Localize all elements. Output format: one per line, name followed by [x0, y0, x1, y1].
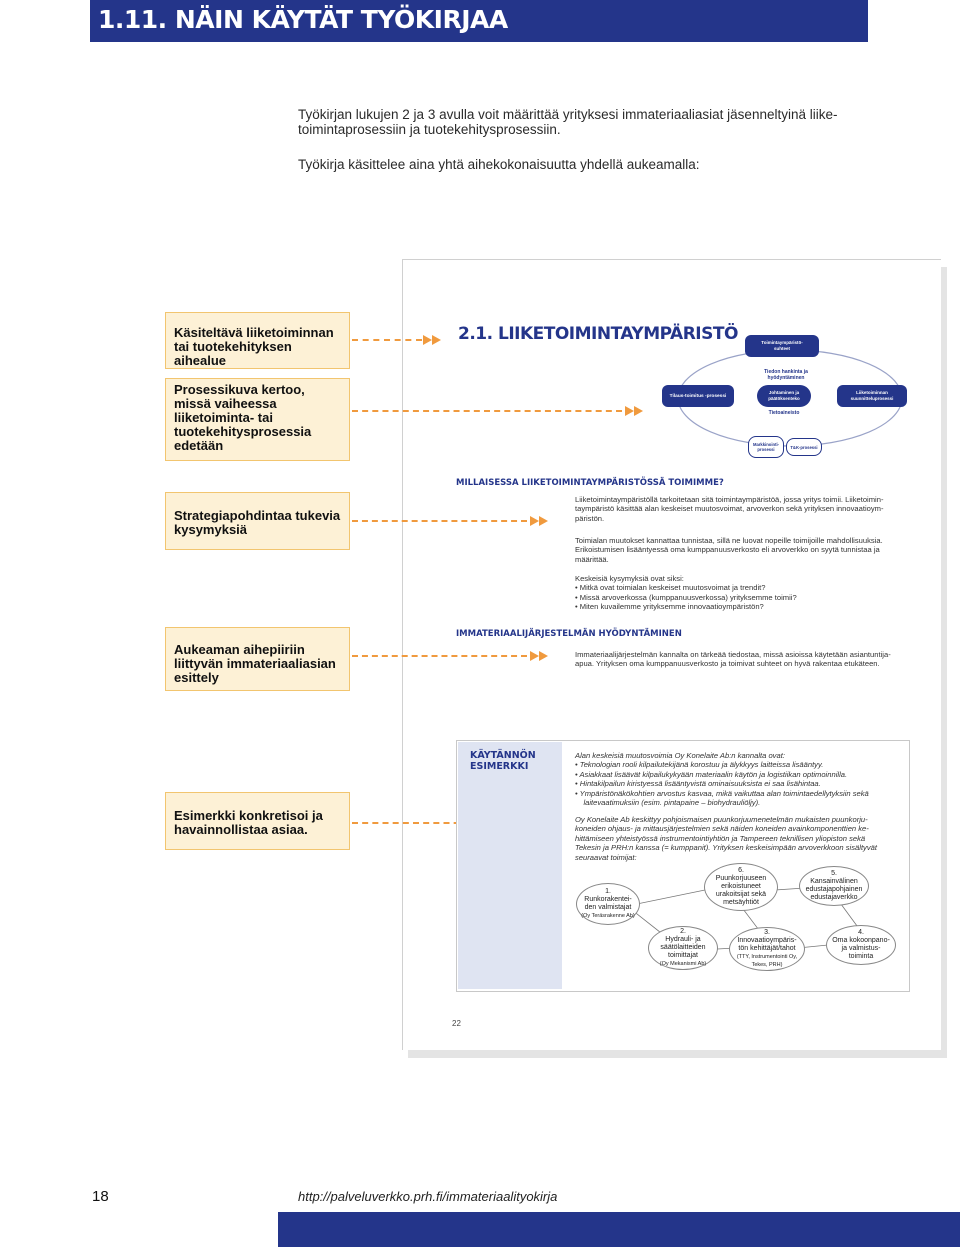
page-title: 1.11. NÄIN KÄYTÄT TYÖKIRJAA [98, 5, 508, 34]
process-bottom-left-box: Markkinointi- prosessi [748, 436, 784, 458]
connector-line [352, 655, 527, 657]
label-process: Prosessikuva kertoo, missä vaiheessa liiketoiminta- tai tuotekehitysprosessia edetään [165, 378, 350, 461]
connector-line [352, 339, 422, 341]
arrow-icon [432, 335, 441, 345]
process-bottom-right-box: T&K-prosessi [786, 438, 822, 456]
arrow-icon [530, 516, 539, 526]
arrow-icon [539, 651, 548, 661]
questions-title: MILLAISESSA LIIKETOIMINTAYMPÄRISTÖSSÄ TOIMIMME? [456, 478, 724, 488]
sample-page-number: 22 [452, 1019, 461, 1028]
arrow-icon [530, 651, 539, 661]
arrow-icon [625, 406, 634, 416]
footer-url-link[interactable]: http://palveluverkko.prh.fi/immateriaalityokirja [298, 1189, 558, 1204]
arrow-icon [423, 335, 432, 345]
ip-title: IMMATERIAALIJÄRJESTELMÄN HYÖDYNTÄMINEN [456, 629, 682, 639]
questions-paragraph-1: Liiketoimintaympäristöllä tarkoitetaan sitä toimintaympäristöä, jossa yritys toimii. Liiketoimin- taympäristö käsittää alan keskeiset muutosvoimat, arvoverkon sekä yrityksen innovaatioym- päristön. [575, 495, 884, 523]
process-center-label: Tietoaineisto [768, 410, 800, 416]
arrow-icon [634, 406, 643, 416]
arrow-icon [539, 516, 548, 526]
ip-paragraph: Immateriaalijärjestelmän kannalta on tärkeää tiedostaa, missä asioissa käytetään asiantuntija- apua. Yrityksen oma kumppanuusverkosto ja toimivat suhteet on hyvä rakentaa etukäteen. [575, 650, 891, 669]
label-example: Esimerkki konkretisoi ja havainnollistaa asiaa. [165, 792, 350, 850]
intro-paragraph-1: Työkirjan lukujen 2 ja 3 avulla voit määrittää yrityksesi immateriaaliasiat jäsenneltyinä liike- toimintaprosessiin ja tuotekehitysprosessiin. [298, 107, 838, 137]
network-node-3: 3. Innovaatioympäris- tön kehittäjät/tahot (TTY, Instrumentointi Oy, Tekes, PRH) [729, 927, 805, 971]
connector-line [352, 410, 622, 412]
label-topic: Käsiteltävä liiketoiminnan tai tuotekehityksen aihealue [165, 312, 350, 369]
title-bar [90, 0, 868, 42]
network-node-6: 6. Puunkorjuuseen erikoistuneet urakoitsijat sekä metsäyhtiöt [704, 863, 778, 911]
label-questions: Strategiapohdintaa tukevia kysymyksiä [165, 492, 350, 550]
questions-paragraph-2: Toimialan muutokset kannattaa tunnistaa, sillä ne luovat nopeille toimijoille mahdollisuuksia. Erikoistumisen lisääntyessä oma kumppanuusverkosto eli arvoverkko on syytä tunnistaa ja määrittää. [575, 536, 883, 564]
connector-line [352, 520, 527, 522]
process-arc-label: Tiedon hankinta ja hyödyntäminen [764, 369, 808, 381]
example-description: Oy Konelaite Ab keskittyy pohjoismaisen puunkorjuumenetelmän mukaisten puunkorju- koneiden ohjaus- ja mittausjärjestelmien sekä näiden koneiden avainkomponenttien ke- hittämiseen yhteistyössä instrumentointiyhtiön ja Tampereen teknillisen yliopiston sekä Tekesin ja PRH:n kanssa (= kumppanit). Yrityksen keskeisimpään arvoverkkoon sisältyvät seuraavat toimijat: [575, 815, 877, 862]
network-node-5: 5. Kansainvälinen edustajapohjainen edustajaverkko [799, 866, 869, 906]
network-node-4: 4. Oma kokoonpano- ja valmistus- toiminta [826, 925, 896, 965]
example-trends: Alan keskeisiä muutosvoimia Oy Konelaite Ab:n kannalta ovat: • Teknologian rooli kilpailutekijänä korostuu ja älykkyys laitteissa lisääntyy. • Asiakkaat lisäävät kilpailukykyään materiaalin käytön ja logistiikan optimoinnilla. • Hintakilpailun kiristyessä lisääntyvistä ominaisuuksista ei saa lisähintaa. • Ympäristönäkökohtien arvostus kasvaa, mikä vaikuttaa alan toimintaedellytyksiin sekä laitevaatimuksiin (esim. pintapaine – biohydrauliöljy). [575, 751, 869, 808]
intro-paragraph-2: Työkirja käsittelee aina yhtä aihekokonaisuutta yhdellä aukeamalla: [298, 157, 700, 172]
process-left-box: Tilaus-toimitus -prosessi [662, 385, 734, 407]
sample-section-title: 2.1. LIIKETOIMINTAYMPÄRISTÖ [458, 324, 738, 344]
network-node-2: 2. Hydrauli- ja säätölaitteiden toimittajat (Oy Mekanismi Ab) [648, 926, 718, 970]
footer-page-number: 18 [92, 1188, 109, 1205]
footer-bar [278, 1212, 960, 1247]
network-node-1: 1. Runkorakentei- den valmistajat (Oy Teräsrakenne Ab) [576, 883, 640, 925]
process-right-box: Liiketoiminnan suunnitteluprosessi [837, 385, 907, 407]
example-label: KÄYTÄNNÖN ESIMERKKI [470, 750, 536, 772]
process-center-box: Johtaminen ja päätöksenteko [757, 385, 811, 407]
questions-list: Keskeisiä kysymyksiä ovat siksi: • Mitkä ovat toimialan keskeiset muutosvoimat ja trendit? • Missä arvoverkossa (kumppanuusverkossa) yrityksemme toimii? • Miten kuvailemme yrityksemme innovaatioympäristön? [575, 574, 797, 612]
process-top-box: Toimintaympäristö- suhteet [745, 335, 819, 357]
example-label-panel [458, 742, 562, 989]
label-ip-intro: Aukeaman aihepiiriin liittyvän immateriaaliasian esittely [165, 627, 350, 691]
